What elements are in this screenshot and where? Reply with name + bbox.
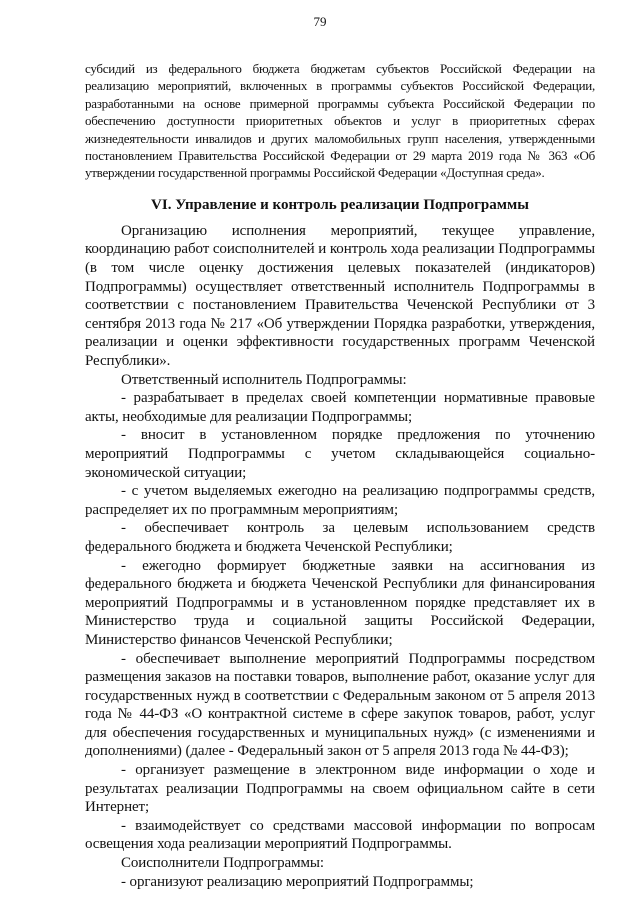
page-number: 79 [313, 14, 327, 29]
list-item-budget-requests: - ежегодно формирует бюджетные заявки на ассигнования из федерального бюджета и бюджета Чеченской Республики для финансирования мероприятий Подпрограммы и в установленном порядке представляет их в Министерство труда и социальной защиты Российской Федерации, Министерство финансов Чеченской Республики; [85, 557, 595, 648]
list-item-submits-proposals: - вносит в установленном порядке предложения по уточнению мероприятий Подпрограммы с учетом складывающейся социально-экономической ситуации; [85, 427, 595, 481]
paragraph-organization: Организацию исполнения мероприятий, текущее управление, координацию работ соисполнителей и контроль хода реализации Подпрограммы (в том числе оценку достижения целевых показателей (индикаторов) Подпрограммы) осуществляет ответственный исполнитель Подпрограммы в соответствии с постановлением Правительства Чеченской Республики от 3 сентября 2013 года № 217 «Об утверждении Порядка разработки, утверждения, реализации и оценки эффективности государственных программ Чеченской Республики». [85, 222, 595, 369]
list-item-develops-acts: - разрабатывает в пределах своей компетенции нормативные правовые акты, необходимые для реализации Подпрограммы; [85, 390, 595, 425]
intro-paragraph: субсидий из федерального бюджета бюджетам субъектов Российской Федерации на реализацию мероприятий, включенных в программы субъектов Российской Федерации, разработанными на основе примерной программы субъекта Российской Федерации по обеспечению доступности приоритетных объектов и услуг в приоритетных сферах жизнедеятельности инвалидов и других маломобильных групп населения, утвержденными постановлением Правительства Российской Федерации от 29 марта 2019 года № 363 «Об утверждении государственной программы Российской Федерации «Доступная среда». [85, 61, 595, 181]
list-item-controls-usage: - обеспечивает контроль за целевым использованием средств федерального бюджета и бюджета Чеченской Республики; [85, 520, 595, 555]
list-item-media-interaction: - взаимодействует со средствами массовой информации по вопросам освещения хода реализации мероприятий Подпрограммы. [85, 817, 595, 853]
list-item-organize-implementation: - организуют реализацию мероприятий Подпрограммы; [121, 873, 474, 890]
list-item-distributes-funds: - с учетом выделяемых ежегодно на реализацию подпрограммы средств, распределяет их по программным мероприятиям; [85, 483, 595, 518]
section-heading: VI. Управление и контроль реализации Подпрограммы [151, 196, 529, 213]
list-item-publishes-info: - организует размещение в электронном виде информации о ходе и результатах реализации Подпрограммы на своем официальном сайте в сети Интернет; [85, 762, 595, 816]
document-body [85, 60, 595, 891]
paragraph-co-executors: Соисполнители Подпрограммы: [121, 855, 324, 872]
list-item-ensures-implementation: - обеспечивает выполнение мероприятий Подпрограммы посредством размещения заказов на поставки товаров, выполнение работ, оказание услуг для государственных нужд в соответствии с Федеральным законом от 5 апреля 2013 года № 44-ФЗ «О контрактной системе в сфере закупок товаров, работ, услуг для обеспечения государственных и муниципальных нужд» (с изменениями и дополнениями) (далее - Федеральный закон от 5 апреля 2013 года № 44-ФЗ); [85, 650, 595, 760]
paragraph-responsible-executor: Ответственный исполнитель Подпрограммы: [121, 371, 407, 388]
